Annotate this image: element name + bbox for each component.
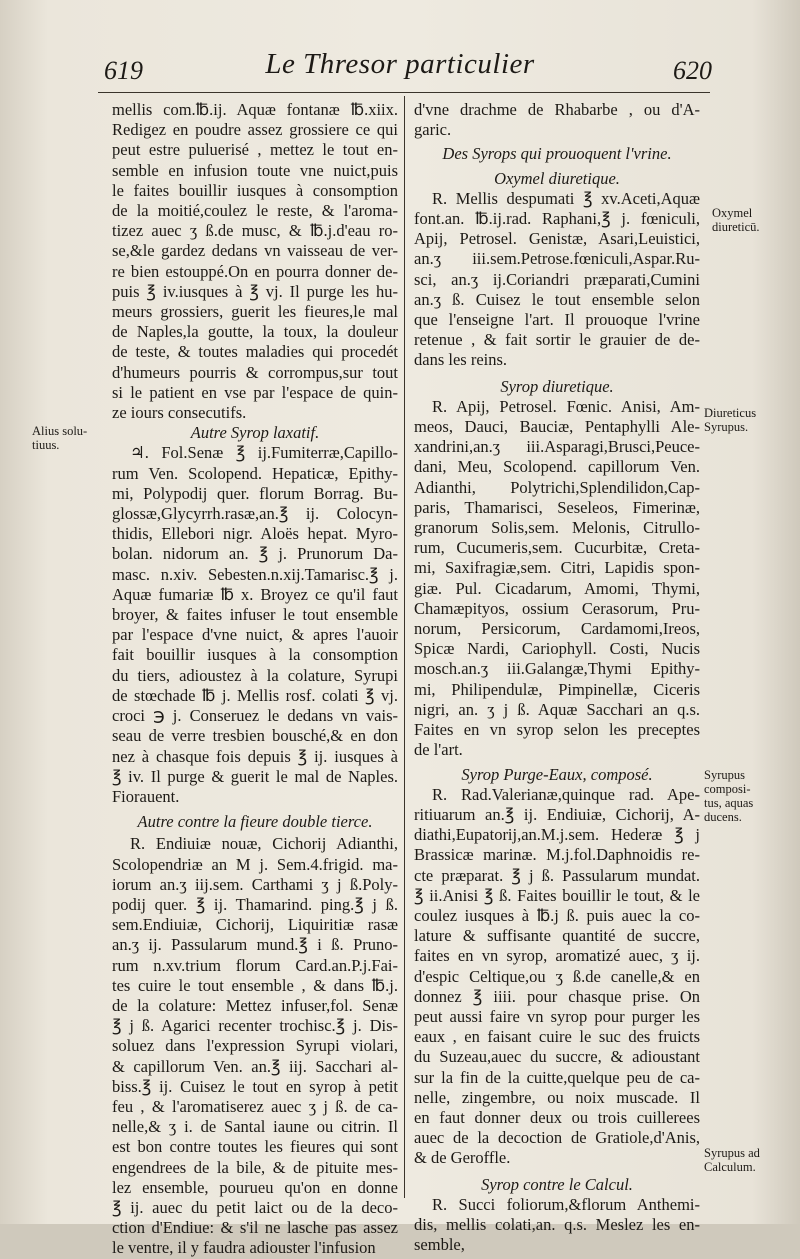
left-page-number: 619 (104, 56, 143, 85)
text-line: du Suzeau,auec du succre, & adioustant (414, 1047, 700, 1067)
text-line: Adianthi, Polytrichi,Splendilidon,Cap- (414, 477, 700, 497)
text-line: Fiorauent. (112, 786, 180, 806)
text-line: garic. (414, 120, 452, 140)
text-line: xandrini,an.ʒ iii.Asparagi,Brusci,Peuce- (414, 437, 700, 457)
heading-syrop-calcul: Syrop contre le Calcul. (481, 1174, 633, 1194)
text-line: R. Mellis despumati ℥ xv.Aceti,Aquæ (432, 188, 700, 208)
text-line: d'vne drachme de Rhabarbe , ou d'A- (414, 100, 700, 119)
text-line: podij quer. ℥ ij. Thamarind. ping.℥ j ß. (112, 894, 398, 914)
text-line: par l'espace d'vne nuict, & apres l'auoir (112, 625, 398, 645)
diuretique-recipe-text (414, 397, 700, 761)
text-line: giæ. Pul. Cicadarum, Amomi, Thymi, (414, 578, 700, 598)
text-line: engendrees de la bile, & de pituite mes- (112, 1157, 398, 1177)
text-line: mosch.an.ʒ iii.Galangæ,Thymi Epithy- (414, 659, 700, 679)
heading-syrop-purge-eaux: Syrop Purge-Eaux, composé. (461, 764, 653, 784)
text-line: semble en infusion toute vne nuict,puis (112, 160, 398, 180)
text-line: de la moitié,coulez le reste, & l'aroma- (112, 201, 398, 221)
margin-note-alius: Alius solu- tiuus. (32, 424, 88, 452)
text-line: paris, Thamarisci, Seseleos, Fimerinæ, (414, 497, 700, 517)
text-line: ℥ iv. Il purge & guerit le mal de Naples. (112, 766, 398, 786)
purge-eaux-recipe-text (414, 785, 700, 1169)
text-line: peut estre puluerisé , mettez le tout en- (112, 140, 398, 160)
laxatif-recipe-text (112, 443, 398, 807)
text-line: rum n.xv.trium florum Card.an.P.j.Fai- (112, 955, 398, 975)
text-line: nelle, zingembre, ou noix muscade. Il (414, 1087, 700, 1107)
text-line: rum Ven. Scolopend. Hepaticæ, Epithy- (112, 463, 398, 483)
text-line: Scolopendriæ an M j. Sem.4.frigid. ma- (112, 854, 398, 874)
text-line: granorum Solis,sem. Melonis, Citrullo- (414, 518, 700, 538)
text-line: le ventre, il y faudra adiouster l'infusion (112, 1238, 376, 1258)
text-line: puis ℥ iv.iusques à ℥ vj. Il purge les hu- (112, 281, 398, 301)
running-title: Le Thresor particulier (265, 48, 535, 80)
text-line: Brassicæ marinæ. M.j.fol.Daphnoidis re- (414, 845, 700, 865)
text-line: R. Rad.Valerianæ,quinque rad. Ape- (432, 784, 700, 804)
text-line: Spicæ Nardi, Cariophyll. Costi, Nucis (414, 639, 700, 659)
right-continuation-text (414, 100, 700, 140)
right-page-number: 620 (673, 56, 712, 85)
text-line: fait bouillir iusques à la consomption (112, 645, 398, 665)
text-line: sur la fin de la cuitte,quelque peu de ca- (414, 1067, 700, 1087)
header-rule (98, 92, 710, 93)
text-line: mi, Polypodij quer. florum Borrag. Bu- (112, 483, 398, 503)
text-line: ℥ j ß. Agarici recenter trochisc.℥ j. Dis- (112, 1016, 398, 1036)
text-line: d'espic Celtique,ou ʒ ß.de canelle,& en (414, 966, 700, 986)
text-line: R. Succi foliorum,&florum Anthemi- (432, 1194, 700, 1214)
text-line: masc. n.xiv. Sebesten.n.xij.Tamarisc.℥ j. (112, 564, 398, 584)
text-line: tizez auec ʒ ß.de musc, & ℔.j.d'eau ro- (112, 221, 398, 241)
left-column (112, 100, 398, 1259)
text-line: mi, Philipendulæ, Pimpinellæ, Ciceris (414, 679, 700, 699)
text-line: mellis com.℔.ij. Aquæ fontanæ ℔.xiix. (112, 100, 398, 119)
heading-syrops-vrine: Des Syrops qui prouoquent l'vrine. (442, 144, 672, 164)
text-line: Chamæpityos, ossium Cerasorum, Pru- (414, 598, 700, 618)
text-line: d'humeurs pourris & corrompus,sur tout (112, 362, 398, 382)
heading-syrop-diuretique: Syrop diuretique. (500, 376, 614, 396)
text-line: norum, Persicorum, Cardamomi,Ireos, (414, 619, 700, 639)
text-line: en faut donner deux ou trois cuillerees (414, 1107, 700, 1127)
text-line: mi, Saxifragiæ,sem. Citri, Lapidis spon- (414, 558, 700, 578)
text-line: faites en vn syrop, aromatizé auec, ʒ ij. (414, 946, 700, 966)
margin-note-oxymel: Oxymel diureticū. (712, 206, 760, 234)
text-line: coulez iusques à ℔.j ß. puis auec la co- (414, 905, 700, 925)
column-divider (404, 96, 405, 1198)
text-line: ℥ ij. auec du petit laict ou de la deco- (112, 1197, 398, 1217)
heading-syrop-laxatif: Autre Syrop laxatif. (190, 423, 320, 443)
text-line: se,&le gardez dedans vn vaisseau de ver- (112, 241, 398, 261)
fieure-recipe-text (112, 834, 398, 1258)
text-line: eaux , en faisant cuire le suc des fruicts (414, 1027, 700, 1047)
text-line: meurs grossiers, guerit les fieures,le mal (112, 302, 398, 322)
heading-oxymel: Oxymel diuretique. (494, 168, 620, 188)
text-line: sem.Endiuiæ, Cichorij, Liquiritiæ rasæ (112, 915, 398, 935)
text-line: & capillorum Ven. an.℥ iij. Sacchari al- (112, 1056, 398, 1076)
text-line: biss.℥ ij. Cuisez le tout en syrop à petit (112, 1076, 398, 1096)
text-line: ritiuarum an.℥ ij. Endiuiæ, Cichorij, A- (414, 804, 700, 824)
text-line: dani, Meu, Scolopend. capillorum Ven. (414, 457, 700, 477)
margin-note-diureticus: Diureticus Syrupus. (704, 406, 757, 434)
text-line: dis, mellis colati,an. q.s. Meslez les en- (414, 1214, 700, 1234)
text-line: de la colature: Mettez infuser,fol. Senæ (112, 995, 398, 1015)
text-line: tes cuire le tout ensemble , & dans ℔.j. (112, 975, 398, 995)
text-line: meos, Dauci, Bauciæ, Pentaphylli Ale- (414, 417, 700, 437)
text-line: lez ensemble, pourueu qu'on en donne (112, 1177, 398, 1197)
text-line: nelle,& ʒ i. de Santal iaune ou citrin. Il (112, 1117, 398, 1137)
text-line: nigri, an. ʒ j ß. Aquæ Sacchari an q.s. (414, 699, 700, 719)
text-line: font.an. ℔.ij.rad. Raphani,℥ j. fœniculi, (414, 209, 700, 229)
text-line: iorum an.ʒ iij.sem. Carthami ʒ j ß.Poly- (112, 874, 398, 894)
text-line: Aquæ fumariæ ℔ x. Broyez ce qu'il faut (112, 584, 398, 604)
text-line: ction d'Endiue: & s'il ne lasche pas assez (112, 1218, 398, 1238)
text-line: de stœchade ℔ j. Mellis rosf. colati ℥ vj. (112, 685, 398, 705)
calcul-recipe-text (414, 1195, 700, 1256)
text-line: an.ʒ iii.sem.Petrose.fœniculi,Aspar.Ru- (414, 249, 700, 269)
text-line: broyer, & faites infuser le tout ensemble (112, 605, 398, 625)
oxymel-recipe-text (414, 189, 700, 371)
left-recipe-text (112, 100, 398, 423)
text-line: auec de la decoction de Gratiole,d'Anis, (414, 1128, 700, 1148)
text-line: & de Geroffle. (414, 1148, 511, 1168)
text-line: an.ʒ ij. Passularum mund.℥ i ß. Pruno- (112, 935, 398, 955)
text-line: thidis, Ellebori nigr. Aloës hepat. Myro- (112, 524, 398, 544)
text-line: Faites en vn syrop selon les preceptes (414, 720, 700, 740)
text-line: du tiers, adioustez à la colature, Syrupi (112, 665, 398, 685)
heading-fieure-double-tierce: Autre contre la fieure double tierce. (137, 812, 373, 832)
text-line: ℥ ii.Anisi ℥ ß. Faites bouillir le tout, & le (414, 885, 700, 905)
text-line: croci ℈ j. Conseruez le dedans vn vais- (112, 706, 398, 726)
text-line: le faites bouillir iusques à consomption (112, 180, 398, 200)
text-line: R. Apij, Petrosel. Fœnic. Anisi, Am- (432, 396, 700, 416)
text-line: Apij, Petrosel. Genistæ, Asari,Leuistici, (414, 229, 700, 249)
text-line: que l'enseigne l'art. Il prouoque l'vrine (414, 310, 700, 330)
text-line: an.ʒ ß. Cuisez le tout ensemble selon (414, 289, 700, 309)
text-line: soluez dans l'expression Syrupi violari, (112, 1036, 398, 1056)
text-line: si le patient en vse par l'espace de quin- (112, 382, 398, 402)
text-line: rum, Cucumeris,sem. Cucurbitæ, Creta- (414, 538, 700, 558)
text-line: cte præparat. ℥ j ß. Passularum mundat. (414, 865, 700, 885)
text-line: feu , & l'aromatiserez auec ʒ j ß. de ca- (112, 1096, 398, 1116)
text-line: peut aussi faire vn syrop pour purger les (414, 1006, 700, 1026)
text-line: R. Endiuiæ nouæ, Cichorij Adianthi, (130, 834, 398, 854)
text-line: ze iours consecutifs. (112, 403, 247, 423)
text-line: semble, (414, 1235, 465, 1255)
text-line: Redigez en poudre assez grossiere ce qui (112, 120, 398, 140)
right-column (414, 100, 700, 1255)
text-line: diathi,Eupatorij,an.M.j.sem. Hederæ ℥ j (414, 825, 700, 845)
text-line: re bien estouppé.On en pourra donner de- (112, 261, 398, 281)
text-line: est bon contre toutes les fieures qui sont (112, 1137, 398, 1157)
text-line: de teste, & toutes maladies qui procedét (112, 342, 398, 362)
text-line: retenue , & fait sortir le grauier de de- (414, 330, 700, 350)
text-line: seau de verre tresbien bousché,& en don (112, 726, 398, 746)
text-line: lature & suffisante quantité de succre, (414, 926, 700, 946)
text-line: sci, an.ʒ ij.Coriandri præparati,Cumini (414, 269, 700, 289)
margin-note-calculum: Syrupus ad Calculum. (704, 1146, 760, 1174)
margin-note-syrupus-compositus: Syrupus composi- tus, aquas ducens. (704, 768, 754, 824)
text-line: de l'art. (414, 740, 463, 760)
text-line: bolan. nidorum an. ℥ j. Prunorum Da- (112, 544, 398, 564)
text-line: de Naples,la goutte, la toux, la douleur (112, 322, 398, 342)
text-line: donnez ℥ iiii. pour chasque prise. On (414, 986, 700, 1006)
text-line: nez à chasque fois depuis ℥ ij. iusques à (112, 746, 398, 766)
text-line: glossæ,Glycyrrh.rasæ,an.℥ ij. Colocyn- (112, 504, 398, 524)
text-line: ♃. Fol.Senæ ℥ ij.Fumiterræ,Capillo- (130, 443, 398, 463)
text-line: dans les reins. (414, 350, 508, 370)
